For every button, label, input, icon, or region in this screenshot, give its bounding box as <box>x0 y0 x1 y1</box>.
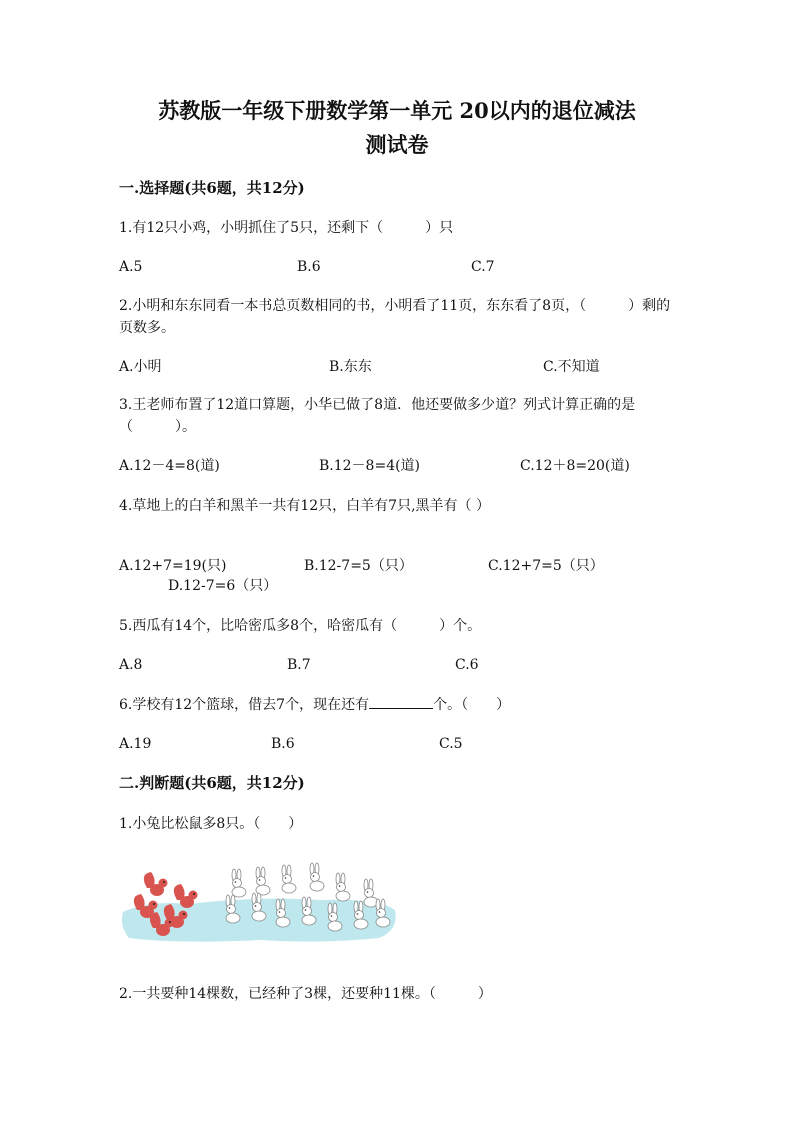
option-3c[interactable]: C.12＋8=20(道) <box>520 458 630 474</box>
rabbit-icon <box>336 873 350 901</box>
answer-blank[interactable] <box>369 696 433 709</box>
judge-question-1: 1.小兔比松鼠多8只。（ ） <box>119 816 303 832</box>
option-4d[interactable]: D.12-7=6（只） <box>168 578 278 594</box>
question-2: 2.小明和东东同看一本书总页数相同的书，小明看了11页，东东看了8页，（ ）剩的页数多。 <box>119 298 671 336</box>
question-5: 5.西瓜有14个，比哈密瓜多8个，哈密瓜有（ ）个。 <box>119 618 482 634</box>
option-5b[interactable]: B.7 <box>287 657 311 673</box>
option-1a[interactable]: A.5 <box>119 259 143 275</box>
squirrel-icon <box>144 872 168 896</box>
option-3a[interactable]: A.12－4=8(道) <box>119 458 220 474</box>
question-6-text-end: 个。（ ） <box>433 697 511 713</box>
option-6b[interactable]: B.6 <box>271 736 295 752</box>
rabbit-icon <box>282 865 296 893</box>
option-4c[interactable]: C.12+7=5（只） <box>488 558 604 574</box>
option-4b[interactable]: B.12-7=5（只） <box>304 558 413 574</box>
judge-question-2: 2.一共要种14棵数，已经种了3棵，还要种11棵。（ ） <box>119 986 492 1002</box>
option-6a[interactable]: A.19 <box>119 736 152 752</box>
section-heading-judge: 二.判断题(共6题，共12分) <box>119 774 305 792</box>
option-4a[interactable]: A.12+7=19(只) <box>119 558 227 574</box>
rabbit-icon <box>310 863 324 891</box>
option-2c[interactable]: C.不知道 <box>543 359 600 375</box>
question-4: 4.草地上的白羊和黑羊一共有12只，白羊有7只,黑羊有（ ） <box>119 498 490 514</box>
option-2a[interactable]: A.小明 <box>119 359 162 375</box>
section-heading-choice: 一.选择题(共6题，共12分) <box>119 179 305 197</box>
question-3: 3.王老师布置了12道口算题，小华已做了8道．他还要做多少道？列式计算正确的是（ ）。 <box>119 397 636 435</box>
question-6-text: 6.学校有12个篮球，借去7个，现在还有 <box>119 697 370 713</box>
question-1: 1.有12只小鸡，小明抓住了5只，还剩下（ ）只 <box>119 220 454 236</box>
option-5a[interactable]: A.8 <box>119 657 143 673</box>
option-3b[interactable]: B.12－8=4(道) <box>319 458 421 474</box>
option-1c[interactable]: C.7 <box>471 259 495 275</box>
rabbit-icon <box>232 869 246 897</box>
option-1b[interactable]: B.6 <box>297 259 321 275</box>
squirrels-rabbits-illustration <box>119 860 399 945</box>
question-6 <box>119 694 679 716</box>
rabbit-icon <box>256 867 270 895</box>
option-6c[interactable]: C.5 <box>439 736 463 752</box>
option-2b[interactable]: B.东东 <box>329 359 372 375</box>
option-5c[interactable]: C.6 <box>455 657 479 673</box>
page-title: 苏教版一年级下册数学第一单元 20以内的退位减法 <box>158 98 636 123</box>
page-title-line2: 测试卷 <box>365 132 429 157</box>
